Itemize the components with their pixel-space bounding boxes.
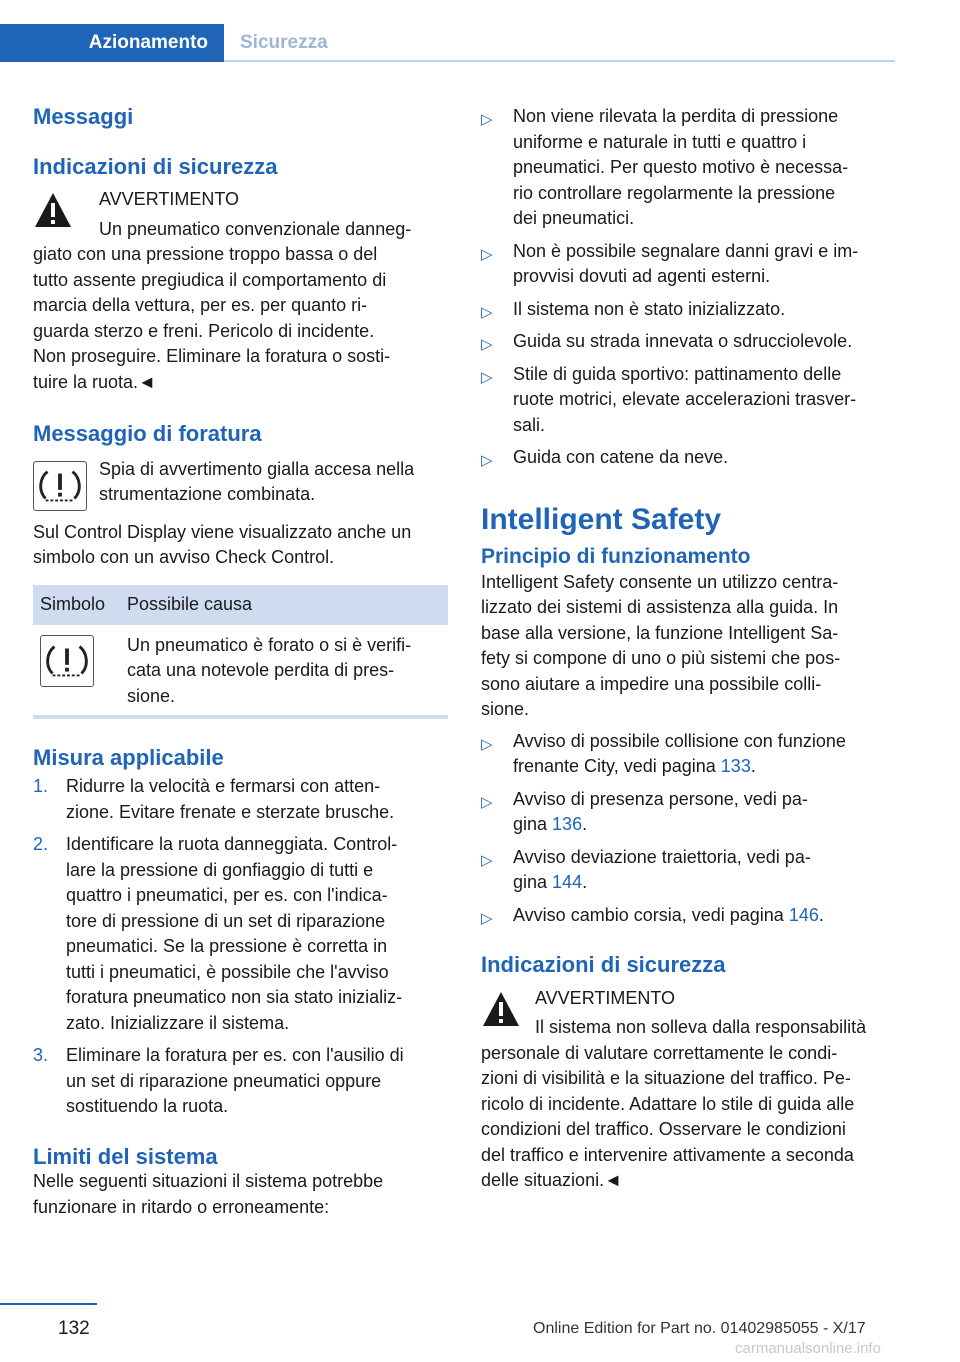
page-link-144[interactable]: 144 — [552, 872, 583, 892]
warning-line: del traffico e intervenire attivamente a seconda — [481, 1144, 854, 1165]
tire-pressure-warning-icon — [33, 461, 87, 511]
bullet-line: pneumatici. Per questo motivo è necessa- — [513, 157, 849, 177]
watermark: carmanualsonline.info — [735, 1340, 881, 1357]
warning-line: personale di valutare correttamente le condi- — [481, 1042, 838, 1063]
warning-line: giato con una pressione troppo bassa o del — [33, 244, 378, 264]
col-causa: Possibile causa — [127, 593, 253, 614]
bullet-line: provvisi dovuti ad agenti esterni. — [513, 266, 771, 286]
page-number: 132 — [58, 1318, 90, 1339]
step-line: Ridurre la velocità e fermarsi con atten- — [66, 776, 381, 796]
bullet-triangle-icon: ▷ — [481, 336, 493, 353]
list-item — [481, 104, 896, 232]
step-line: Eliminare la foratura per es. con l'ausilio di — [66, 1045, 404, 1065]
warning-line: condizioni del traffico. Osservare le condizioni — [481, 1119, 846, 1139]
bullet-text: . — [582, 872, 588, 892]
step-line: foratura pneumatico non sia stato inizializ- — [66, 987, 403, 1007]
tire-pressure-warning-icon — [40, 635, 94, 687]
spia-line: Spia di avvertimento gialla accesa nella — [99, 458, 415, 479]
list-item — [481, 239, 896, 290]
bullet-line: ruote motrici, elevate accelerazioni trasver- — [513, 389, 857, 409]
warning-line: delle situazioni.◄ — [481, 1170, 622, 1190]
header-divider — [224, 60, 895, 62]
step-number: 3. — [33, 1045, 49, 1065]
footer-rule — [0, 1303, 97, 1305]
heading-safety: Indicazioni di sicurezza — [33, 153, 278, 179]
tab-azionamento[interactable]: Azionamento — [0, 24, 224, 62]
bullet-triangle-icon: ▷ — [481, 245, 493, 263]
bullet-line: Avviso deviazione traiettoria, vedi pa- — [513, 846, 811, 867]
systems-list — [481, 729, 896, 929]
bullet-text: . — [750, 756, 756, 776]
bullet-text: . — [818, 904, 824, 925]
edition-text: Online Edition for Part no. 01402985055 - X/17 — [533, 1320, 866, 1337]
warning-block — [33, 187, 448, 395]
step-line: lare la pressione di gonfiaggio di tutti e — [66, 859, 374, 880]
bullet-line: dei pneumatici. — [513, 208, 635, 228]
bullet-text: gina — [513, 814, 553, 834]
heading-misura: Misura applicabile — [33, 744, 224, 770]
steps-list — [33, 774, 448, 1120]
bullet-text: frenante City, vedi pagina — [513, 756, 721, 776]
bullet-line: sali. — [513, 414, 546, 435]
warning-line: zioni di visibilità e la situazione del traffico. Pe- — [481, 1068, 851, 1088]
list-item — [481, 329, 896, 355]
bullet-triangle-icon: ▷ — [481, 909, 493, 927]
bullet-text: Avviso cambio corsia, vedi pagina — [513, 904, 789, 925]
spia-block — [33, 457, 448, 508]
bullet-triangle-icon: ▷ — [481, 793, 493, 811]
limiti-line: funzionare in ritardo o erroneamente: — [33, 1196, 330, 1217]
cd-line: Sul Control Display viene visualizzato anche un — [33, 521, 412, 542]
principio-text — [481, 570, 896, 723]
list-item — [33, 774, 448, 825]
bullet-triangle-icon: ▷ — [481, 851, 493, 869]
warning-first-line: Il sistema non solleva dalla responsabilità — [535, 1017, 867, 1037]
warning-triangle-icon — [33, 191, 73, 229]
bullet-line: rio controllare regolarmente la pressione — [513, 182, 836, 203]
step-line: zato. Inizializzare il sistema. — [66, 1012, 290, 1033]
page-header — [0, 0, 895, 62]
list-item — [481, 845, 896, 896]
bullet-triangle-icon: ▷ — [481, 735, 493, 753]
list-item — [33, 832, 448, 1036]
step-line: Identificare la ruota danneggiata. Control- — [66, 834, 398, 854]
bullet-triangle-icon: ▷ — [481, 368, 493, 386]
warning-first-line: Un pneumatico convenzionale danneg- — [99, 218, 412, 239]
principio-line: sono aiutare a impedire una possibile colli- — [481, 673, 822, 694]
limits-bullets — [481, 104, 896, 471]
heading-safety-2: Indicazioni di sicurezza — [481, 952, 726, 977]
step-line: tore di pressione di un set di riparazione — [66, 910, 386, 931]
bullet-text: . — [582, 814, 588, 834]
step-number: 1. — [33, 776, 49, 796]
right-column — [481, 104, 896, 1194]
warning-block-2 — [481, 986, 896, 1194]
principio-line: sione. — [481, 699, 530, 719]
principio-line: lizzato dei sistemi di assistenza alla guida. In — [481, 597, 839, 617]
step-line: sostituendo la ruota. — [66, 1096, 229, 1116]
tab-sicurezza[interactable]: Sicurezza — [240, 32, 328, 53]
heading-messaggi: Messaggi — [33, 104, 134, 129]
list-item — [33, 1043, 448, 1120]
heading-principio: Principio di funzionamento — [481, 545, 751, 568]
principio-line: base alla versione, la funzione Intelligent Sa- — [481, 622, 839, 643]
bullet-triangle-icon: ▷ — [481, 111, 493, 128]
list-item — [481, 787, 896, 838]
page-link-133[interactable]: 133 — [720, 756, 751, 776]
warning-line: tuire la ruota.◄ — [33, 371, 156, 392]
heading-foratura: Messaggio di foratura — [33, 421, 262, 446]
list-item — [481, 445, 896, 471]
bullet-line: Stile di guida sportivo: pattinamento delle — [513, 363, 842, 384]
bullet-line: Avviso di presenza persone, vedi pa- — [513, 788, 808, 809]
page-link-146[interactable]: 146 — [788, 904, 819, 925]
cause-line: sione. — [127, 685, 176, 706]
warning-line: Non proseguire. Eliminare la foratura o sosti- — [33, 346, 391, 366]
heading-intelligent-safety: Intelligent Safety — [481, 502, 722, 536]
bullet-text: gina — [513, 872, 553, 892]
heading-limiti: Limiti del sistema — [33, 1143, 218, 1169]
warning-title: AVVERTIMENTO — [99, 189, 240, 209]
limiti-line: Nelle seguenti situazioni il sistema potrebbe — [33, 1171, 384, 1191]
step-line: pneumatici. Se la pressione è corretta in — [66, 936, 388, 956]
step-line: zione. Evitare frenate e sterzate brusche. — [66, 801, 395, 822]
table-row — [33, 625, 448, 719]
principio-line: fety si compone di uno o più sistemi che pos- — [481, 648, 841, 668]
list-item — [481, 729, 896, 780]
left-column — [33, 104, 448, 1220]
warning-triangle-icon — [481, 990, 521, 1028]
step-line: un set di riparazione pneumatici oppure — [66, 1070, 382, 1091]
list-item — [481, 903, 896, 929]
bullet-line: Il sistema non è stato inizializzato. — [513, 298, 786, 319]
page-link-136[interactable]: 136 — [552, 814, 583, 834]
list-item — [481, 297, 896, 323]
row-cause — [127, 633, 411, 710]
bullet-line: Avviso di possibile collisione con funzione — [513, 730, 846, 751]
bullet-line: Non è possibile segnalare danni gravi e im- — [513, 240, 859, 261]
warning-title: AVVERTIMENTO — [535, 987, 676, 1008]
principio-line: Intelligent Safety consente un utilizzo centra- — [481, 571, 839, 592]
warning-line: guarda sterzo e freni. Pericolo di incidente. — [33, 320, 375, 341]
list-item — [481, 362, 896, 439]
warning-line: marcia della vettura, per es. per quanto ri- — [33, 295, 368, 315]
step-line: quattro i pneumatici, per es. con l'indica- — [66, 885, 388, 905]
step-line: tutti i pneumatici, è possibile che l'avviso — [66, 961, 389, 982]
bullet-line: Guida con catene da neve. — [513, 447, 729, 467]
step-number: 2. — [33, 834, 49, 854]
warning-line: ricolo di incidente. Adattare lo stile di guida alle — [481, 1093, 855, 1114]
bullet-line: uniforme e naturale in tutti e quattro i — [513, 131, 807, 152]
control-display-text — [33, 520, 448, 571]
cause-line: cata una notevole perdita di pres- — [127, 660, 395, 680]
warning-line: tutto assente pregiudica il comportamento di — [33, 269, 387, 290]
bullet-triangle-icon: ▷ — [481, 303, 493, 321]
cause-line: Un pneumatico è forato o si è verifi- — [127, 634, 412, 655]
bullet-triangle-icon: ▷ — [481, 452, 493, 469]
symbol-table — [33, 585, 448, 719]
cd-line: simbolo con un avviso Check Control. — [33, 547, 335, 567]
col-simbolo: Simbolo — [40, 593, 106, 614]
spia-line: strumentazione combinata. — [99, 484, 316, 504]
bullet-line: Non viene rilevata la perdita di pressione — [513, 106, 839, 126]
table-header — [33, 585, 448, 625]
bullet-line: Guida su strada innevata o sdrucciolevole. — [513, 331, 853, 351]
